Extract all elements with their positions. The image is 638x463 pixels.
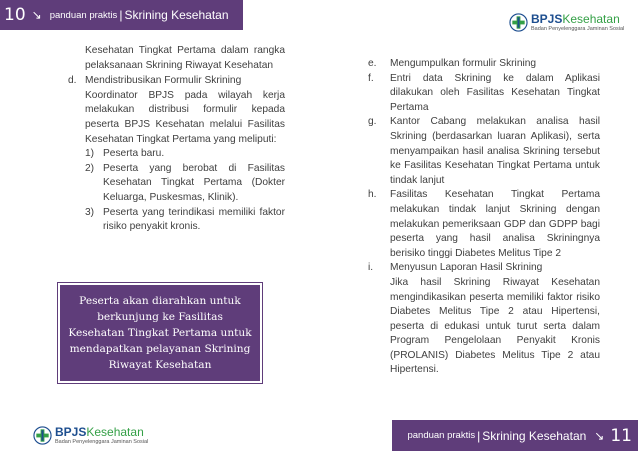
header-title: Skrining Kesehatan [124,8,229,22]
list-label: f. [368,72,374,84]
list-item-title: Mendistribusikan Formulir Skrining [85,75,242,87]
list-label: d. [68,75,77,87]
left-column [63,44,285,235]
header-bar [0,0,243,30]
bpjs-logo-icon [33,426,52,445]
header-subtitle: panduan praktis [49,9,118,21]
bpjs-logo-icon [509,13,528,32]
list-item-d [63,74,285,235]
page-number-left: 10 [4,5,26,25]
list-item-g [368,115,600,188]
list-item-body: Koordinator BPJS pada wilayah kerja melakukan distribusi formulir kepada peserta BPJS Kesehatan melalui Fasilitas Kesehatan Tingkat Pertama yang meliputi: [85,89,285,145]
sub-item-text: Peserta yang terindikasi memiliki faktor risiko penyakit kronis. [103,206,285,233]
callout-text: Peserta akan diarahkan untuk berkunjung ke Fasilitas Kesehatan Tingkat Pertama untuk mendapatkan pelayanan Skrining Riwayat Kesehatan [68,295,252,371]
logo-name-kesehatan: Kesehatan [562,12,620,26]
list-item-i [368,261,600,378]
list-label: g. [368,116,377,128]
bpjs-logo-bottom [33,426,148,446]
list-item-title: Mengumpulkan formulir Skrining [390,58,537,69]
list-item-e [368,57,600,72]
list-item-title: Menyusun Laporan Hasil Skrining [390,262,543,274]
list-item-h [368,188,600,261]
list-label: h. [368,189,377,201]
bpjs-logo-top [509,13,624,33]
footer-bar [392,420,638,451]
logo-name-bpjs: BPJS [531,12,563,26]
sub-item-label: 1) [85,148,95,160]
arrow-down-right-icon: ↘ [594,428,605,443]
logo-name-bpjs: BPJS [55,425,87,439]
list-item-title: Entri data Skrining ke dalam Aplikasi dilakukan oleh Fasilitas Kesehatan Tingkat Pertama [390,72,600,113]
list-item-f [368,72,600,116]
sub-item-text: Peserta yang berobat di Fasilitas Kesehatan Tingkat Pertama (Dokter Keluarga, Puskesmas, Klinik). [103,162,285,203]
sub-item [85,147,285,162]
logo-name-kesehatan: Kesehatan [86,425,144,439]
list-label: e. [368,58,377,69]
list-item-body: Jika hasil Skrining Riwayat Kesehatan mengindikasikan peserta memiliki faktor risiko Diabetes Melitus Tipe 2 atau Hipertensi, peserta di edukasi untuk turut serta dalam Program Pengelolaan Penyakit Kronis (PROLANIS) Diabetes Melitus Tipe 2 atau Hipertensi. [390,276,600,376]
right-column [368,57,600,378]
header-separator: | [119,8,123,22]
sub-item-text: Peserta baru. [103,148,165,160]
list-label: i. [368,262,374,274]
list-item-title: Kantor Cabang melakukan analisa hasil Skrining (berdasarkan luaran Aplikasi), serta menyampaikan hasil analisa Skrining tersebut ke Fasilitas Kesehatan Tingkat Pertama untuk tindak lanjut [390,116,600,186]
arrow-down-right-icon: ↘ [31,8,42,22]
sub-item [85,206,285,235]
list-item-title: Fasilitas Kesehatan Tingkat Pertama melakukan tindak lanjut Skrining dengan melakukan pemeriksaan GDP dan GDPP bagi peserta yang hasil analisa Skriningnya berisiko tinggi Diabetes Melitus Tipe 2 [390,189,600,259]
logo-tagline: Badan Penyelenggara Jaminan Sosial [531,26,625,32]
sub-item [85,162,285,206]
sub-item-label: 2) [85,162,95,174]
continuation-paragraph: Kesehatan Tingkat Pertama dalam rangka pelaksanaan Skrining Riwayat Kesehatan [85,45,285,71]
footer-separator: | [477,428,481,443]
logo-tagline: Badan Penyelenggara Jaminan Sosial [55,439,149,445]
footer-subtitle: panduan praktis [407,430,476,441]
callout-box [58,283,262,383]
page-number-right: 11 [610,425,632,446]
sub-item-label: 3) [85,206,95,218]
footer-title: Skrining Kesehatan [482,428,587,443]
